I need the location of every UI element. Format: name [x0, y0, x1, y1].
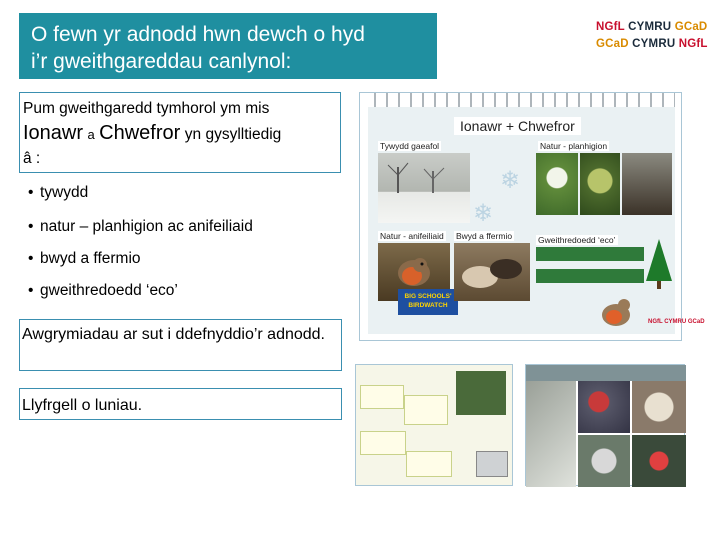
library-header	[526, 365, 686, 381]
logo-gcad: GCaD	[674, 21, 708, 33]
bullet-dot-icon: •	[28, 184, 34, 201]
snowflake-icon: ❄	[473, 200, 494, 227]
poster-label-weather: Tywydd gaeafol	[380, 141, 440, 151]
bare-tree-photo	[622, 153, 672, 215]
library-link-label: Llyfrgell o luniau.	[22, 397, 143, 414]
seed-head-photo	[632, 381, 686, 433]
pine-tree-icon	[644, 237, 674, 289]
holly-photo	[632, 435, 686, 487]
tips-note-2	[404, 395, 448, 425]
tips-link-button[interactable]	[19, 319, 342, 371]
birdwatch-badge: BIG SCHOOLS' BIRDWATCH	[398, 289, 458, 315]
bullet-dot-icon: •	[28, 250, 34, 267]
eco-strip-1	[536, 247, 644, 261]
poster-label-animals: Natur - anifeiliaid	[380, 231, 444, 241]
camera-icon	[476, 451, 508, 477]
winter-landscape-photo	[378, 153, 470, 223]
description-tail: yn gysylltiedig	[184, 126, 282, 143]
description-line-2	[23, 120, 340, 148]
red-berries-photo	[578, 381, 630, 433]
snowflake-icon: ❄	[500, 167, 521, 194]
tips-note-4	[406, 451, 452, 477]
snowdrop-photo	[536, 153, 578, 215]
tips-photo	[456, 371, 506, 415]
tips-note-3	[360, 431, 406, 455]
logo-ngfl: NGfL	[596, 21, 625, 33]
month-january: Ionawr	[23, 122, 84, 144]
connector-word: a	[87, 127, 95, 142]
poster-logo: NGfL CYMRU GCaD	[648, 319, 705, 325]
logo-cymru: CYMRU	[632, 38, 676, 50]
bullet-nature: • natur – planhigion ac anifeiliaid	[28, 218, 253, 235]
poster-label-plants: Natur - planhigion	[540, 141, 608, 151]
ngfl-cymru-logo	[596, 19, 706, 53]
logo-cymru: CYMRU	[628, 21, 672, 33]
month-february: Chwefror	[99, 122, 181, 144]
title-banner	[19, 13, 437, 79]
poster-title: Ionawr + Chwefror	[454, 117, 581, 135]
title-line-1: O fewn yr adnodd hwn dewch o hyd	[31, 23, 365, 46]
bullet-dot-icon: •	[28, 282, 34, 299]
logo-gcad: GCaD	[596, 38, 629, 50]
frost-leaves-photo	[578, 435, 630, 487]
poster-label-eco: Gweithredoedd ‘eco’	[538, 235, 616, 245]
logo-ngfl: NGfL	[678, 38, 708, 50]
title-line-2: i’r gweithgareddau canlynol:	[31, 50, 292, 73]
eco-strip-2	[536, 269, 644, 283]
robin-illustration-icon	[594, 291, 640, 331]
spiral-binding	[368, 93, 675, 107]
seasonal-poster-thumbnail[interactable]	[359, 92, 705, 341]
description-line-3: â :	[23, 150, 41, 167]
poster-body	[368, 107, 705, 334]
tree-icon	[378, 153, 470, 223]
description-box	[19, 92, 341, 173]
pig-icon	[454, 243, 530, 301]
ivy-photo	[580, 153, 620, 215]
bullet-weather: • tywydd	[28, 184, 89, 201]
poster-label-food-farming: Bwyd a ffermio	[456, 231, 513, 241]
description-line-1: Pum gweithgaredd tymhorol ym mis	[23, 100, 270, 117]
tips-link-label: Awgrymiadau ar sut i ddefnyddio’r adnodd.	[22, 326, 325, 343]
bullet-eco: • gweithredoedd ‘eco’	[28, 282, 178, 299]
frosted-fern-photo	[526, 381, 576, 487]
image-library-thumbnail[interactable]	[525, 364, 685, 486]
bullet-dot-icon: •	[28, 218, 34, 235]
image-library-link-button[interactable]	[19, 388, 342, 420]
tips-note-1	[360, 385, 404, 409]
bullet-food-farming: • bwyd a ffermio	[28, 250, 141, 267]
pigs-photo	[454, 243, 530, 301]
tips-sheet-thumbnail[interactable]	[355, 364, 513, 486]
